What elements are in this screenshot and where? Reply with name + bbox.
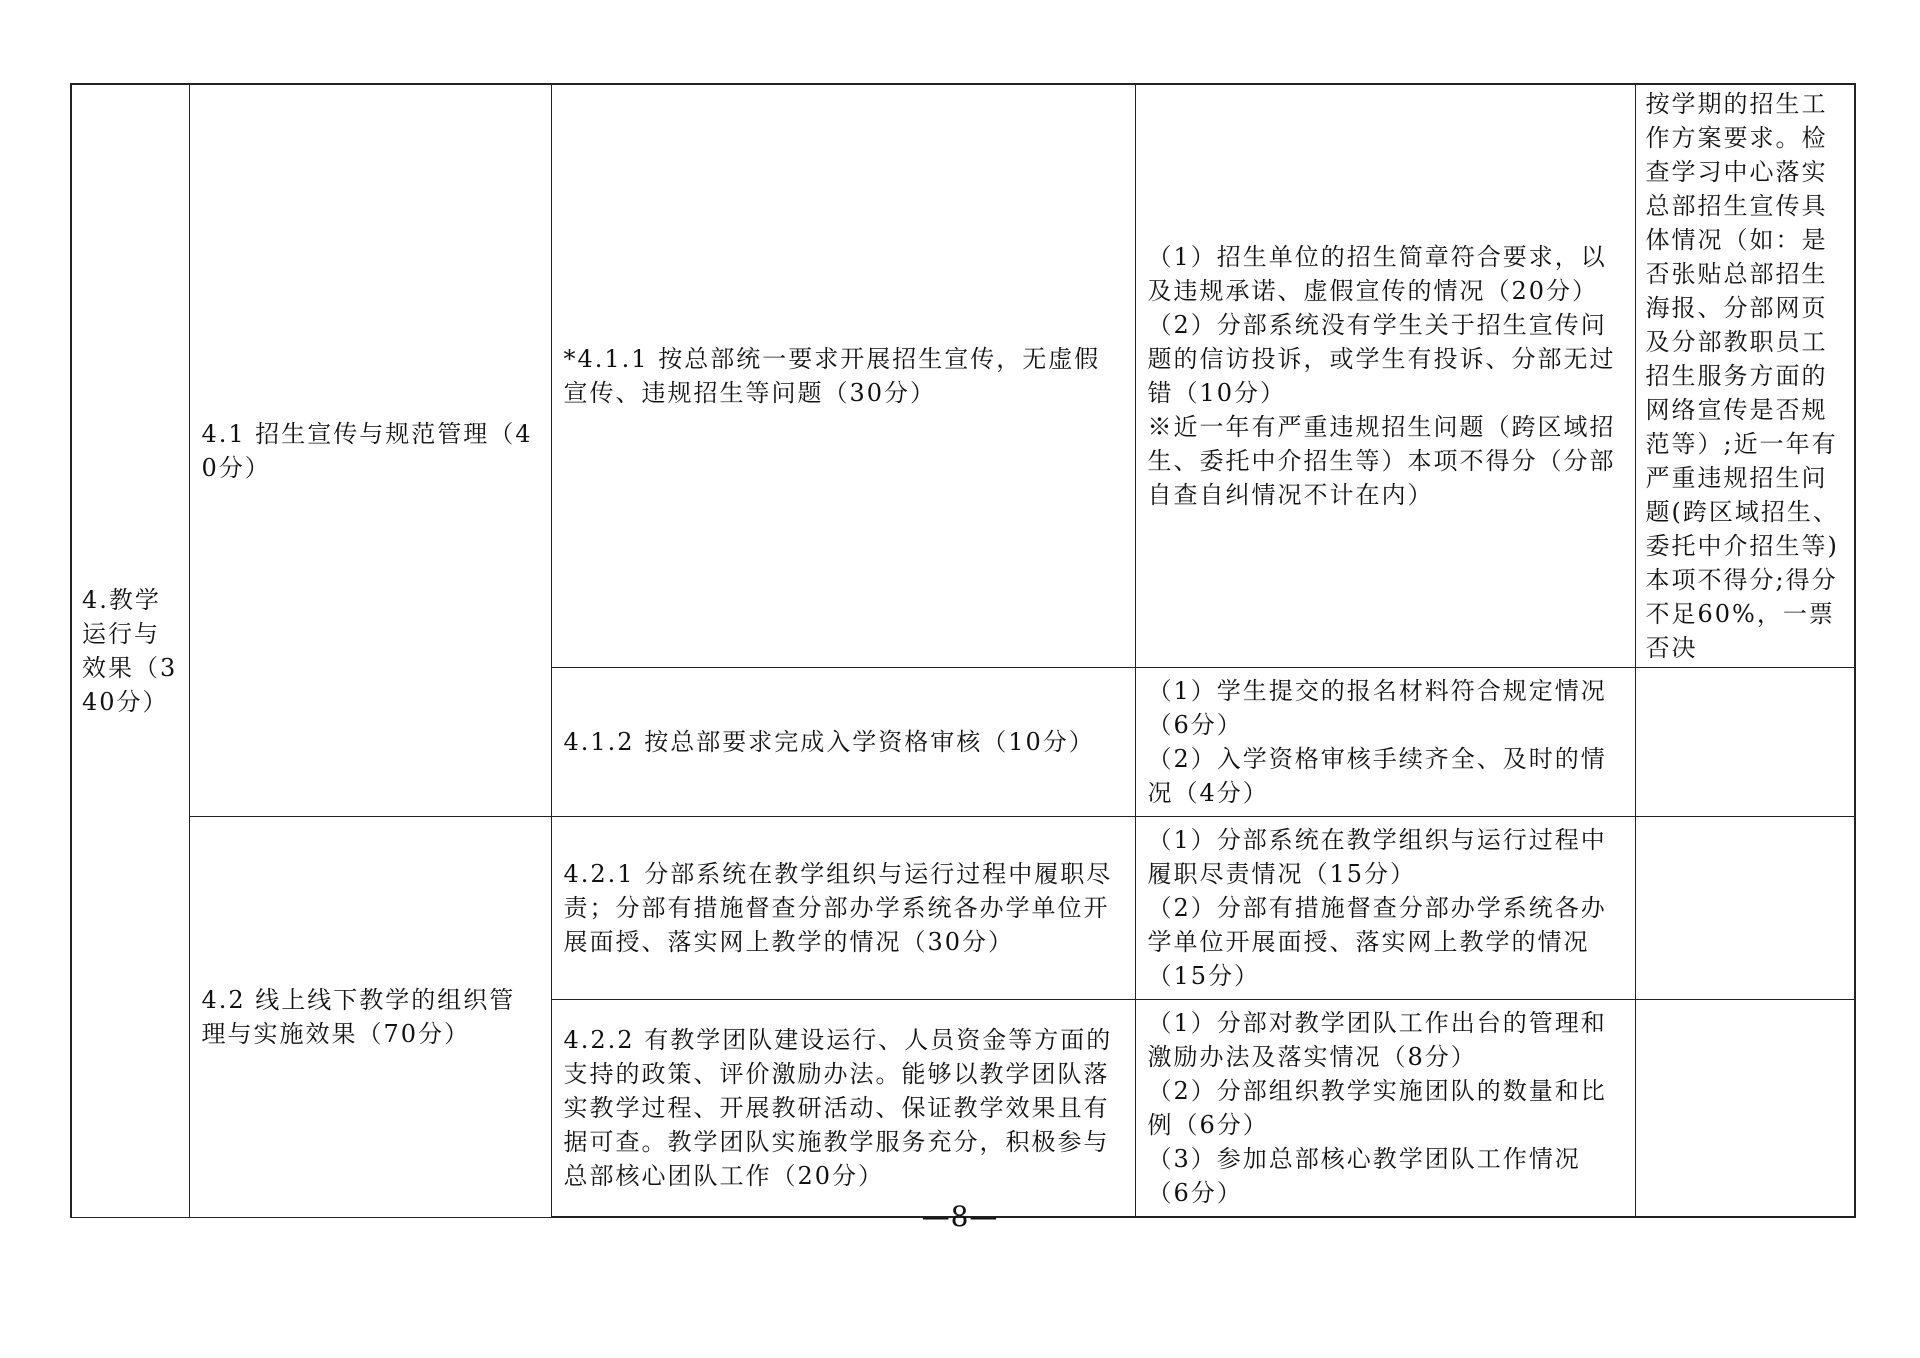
criteria-line: （2）分部组织教学实施团队的数量和比例（6分） <box>1147 1077 1607 1139</box>
table-row <box>71 817 1855 1000</box>
note-cell <box>1635 668 1855 817</box>
evaluation-table <box>70 83 1856 1218</box>
note-cell <box>1635 1000 1855 1218</box>
scoring-criteria <box>1135 817 1635 1000</box>
level1-indicator: 4.教学运行与效果（340分） <box>71 84 189 1217</box>
criteria-line: （2）分部系统没有学生关于招生宣传问题的信访投诉，或学生有投诉、分部无过错（10分） <box>1147 311 1616 407</box>
observation-point: 4.2.1 分部系统在教学组织与运行过程中履职尽责；分部有措施督查分部办学系统各办学单位开展面授、落实网上教学的情况（30分） <box>551 817 1135 1000</box>
note-cell <box>1635 817 1855 1000</box>
criteria-line: （1）分部对教学团队工作出台的管理和激励办法及落实情况（8分） <box>1147 1009 1607 1071</box>
criteria-line: （1）学生提交的报名材料符合规定情况（6分） <box>1147 677 1607 739</box>
observation-point: 4.2.2 有教学团队建设运行、人员资金等方面的支持的政策、评价激励办法。能够以教学团队落实教学过程、开展教研活动、保证教学效果且有据可查。教学团队实施教学服务充分，积极参与总部核心团队工作（20分） <box>551 1000 1135 1218</box>
page-number: —8— <box>921 1200 999 1233</box>
criteria-line: （2）入学资格审核手续齐全、及时的情况（4分） <box>1147 745 1607 807</box>
level2-indicator: 4.2 线上线下教学的组织管理与实施效果（70分） <box>189 817 551 1218</box>
criteria-line: （1）分部系统在教学组织与运行过程中履职尽责情况（15分） <box>1147 826 1607 888</box>
scoring-criteria <box>1135 84 1635 668</box>
scoring-criteria <box>1135 668 1635 817</box>
criteria-line: （1）招生单位的招生简章符合要求，以及违规承诺、虚假宣传的情况（20分） <box>1147 243 1607 305</box>
level2-indicator: 4.1 招生宣传与规范管理（40分） <box>189 84 551 817</box>
note-cell: 按学期的招生工作方案要求。检查学习中心落实总部招生宣传具体情况（如：是否张贴总部招生海报、分部网页及分部教职员工招生服务方面的网络宣传是否规范等）;近一年有严重违规招生问题(跨区域招生、委托中介招生等)本项不得分;得分不足60%，一票否决 <box>1635 84 1855 668</box>
observation-point: *4.1.1 按总部统一要求开展招生宣传，无虚假宣传、违规招生等问题（30分） <box>551 84 1135 668</box>
criteria-line: （3）参加总部核心教学团队工作情况（6分） <box>1147 1145 1581 1207</box>
scoring-criteria <box>1135 1000 1635 1218</box>
criteria-line: （2）分部有措施督查分部办学系统各办学单位开展面授、落实网上教学的情况（15分） <box>1147 894 1607 990</box>
criteria-line: ※近一年有严重违规招生问题（跨区域招生、委托中介招生等）本项不得分（分部自查自纠情况不计在内） <box>1147 413 1616 509</box>
observation-point: 4.1.2 按总部要求完成入学资格审核（10分） <box>551 668 1135 817</box>
table-row <box>71 84 1855 668</box>
